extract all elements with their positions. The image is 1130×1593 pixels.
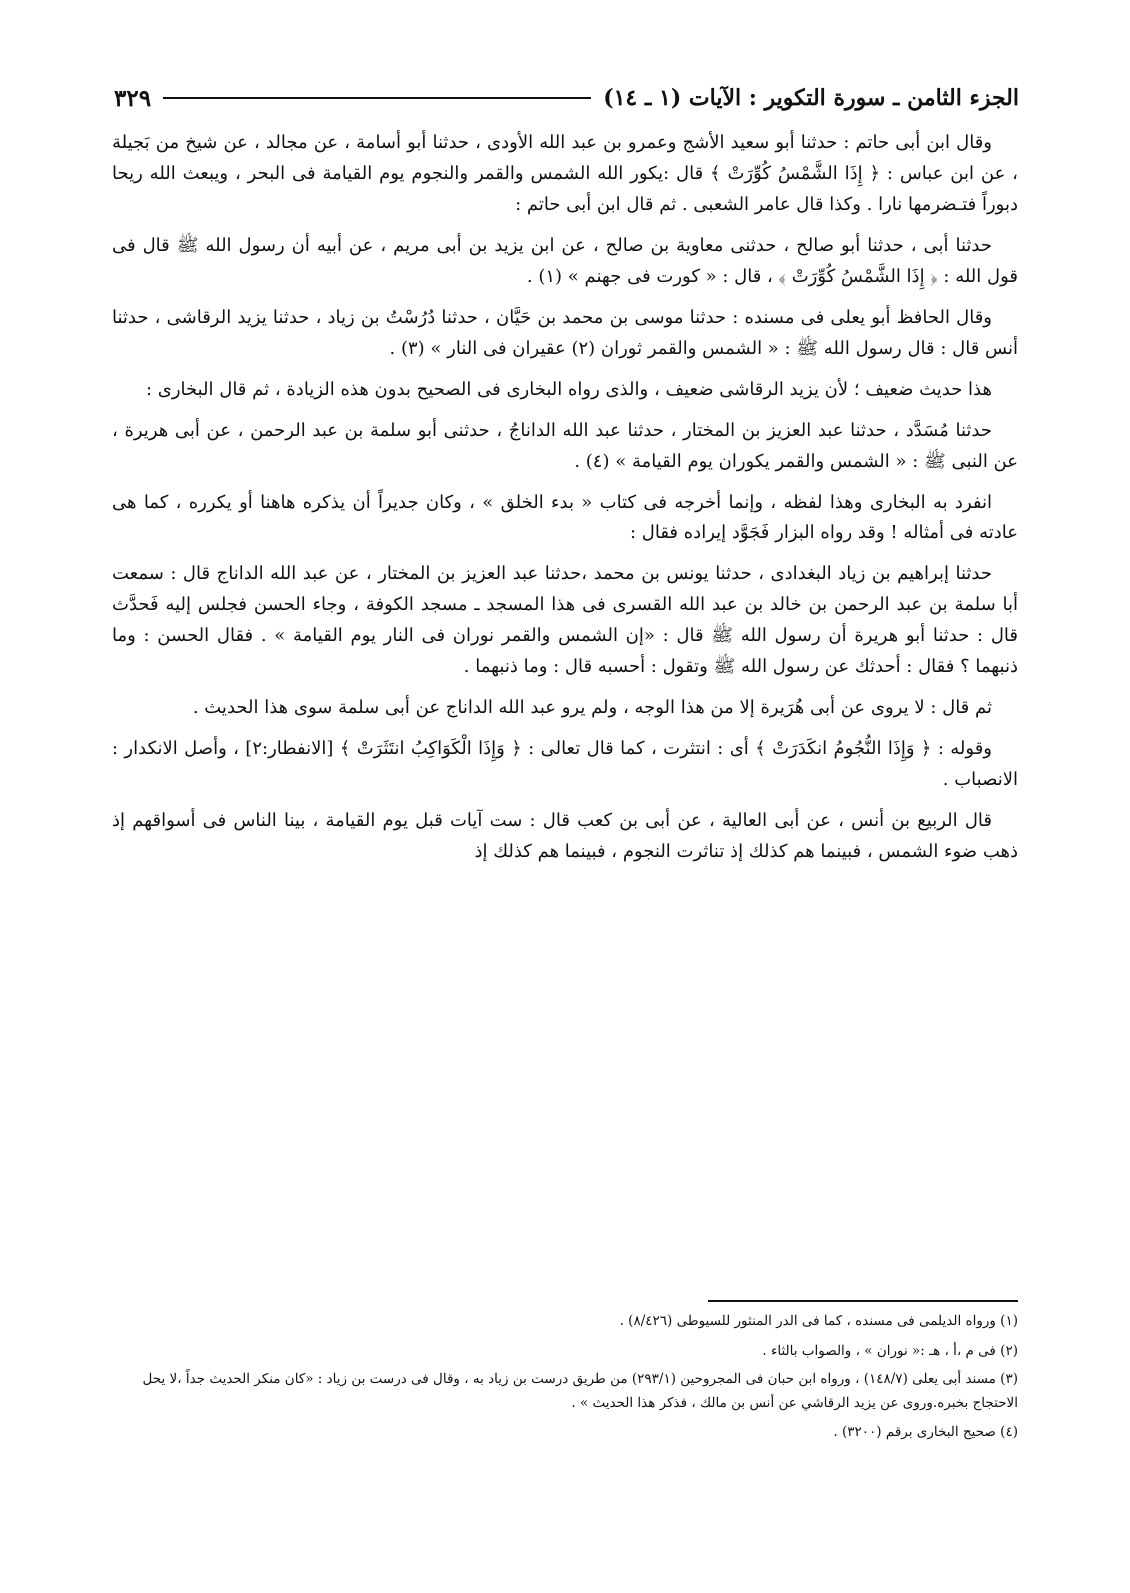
footnote: (٤) صحيح البخارى برقم (٣٢٠٠) . (833, 1423, 1018, 1440)
paragraph: وقال ابن أبى حاتم : حدثنا أبو سعيد الأشج وعمرو بن عبد الله الأودى ، حدثنا أبو أسامة ، عن مجالد ، عن شيخ من بَجيلة ، عن ابن عباس : ﴿ إِذَا الشَّمْسُ كُوِّرَتْ ﴾ قال :يكور الله الشمس والقمر والنجوم يوم القيامة فى البحر ، ويبعث الله ريحا دبوراً فتـضرمها نارا . وكذا قال عامر الشعبى . ثم قال ابن أبى حاتم : (112, 132, 1018, 215)
header-rule (163, 97, 591, 99)
footnote-divider (708, 1300, 1018, 1302)
footnote: (٢) فى م ،أ ، هـ :« نوران » ، والصواب بالثاء . (762, 1342, 1018, 1359)
footnote: (٣) مسند أبى يعلى (١٤٨/٧) ، ورواه ابن حبان فى المجروحين (٢٩٣/١) من طريق درست بن زياد به ، وقال فى درست بن زياد : «كان منكر الحديث جداً ،لا يحل الاحتجاج بخبره.وروى عن يزيد الرقاشي عن أنس بن مالك ، فذكر هذا الحديث » . (142, 1371, 1018, 1411)
page-header (114, 78, 1019, 118)
paragraph: حدثنا مُسَدَّد ، حدثنا عبد العزيز بن المختار ، حدثنا عبد الله الداناجُ ، حدثنى أبو سلمة بن عبد الرحمن ، عن أبى هريرة ، عن النبى ﷺ : « الشمس والقمر يكوران يوم القيامة » (٤) . (112, 419, 1018, 472)
paragraph: قال الربيع بن أنس ، عن أبى العالية ، عن أبى بن كعب قال : ست آيات قبل يوم القيامة ، بينا الناس فى أسواقهم إذ ذهب ضوء الشمس ، فبينما هم كذلك إذ تناثرت النجوم ، فبينما هم كذلك إذ (112, 810, 1018, 863)
paragraph: ثم قال : لا يروى عن أبى هُرَيرة إلا من هذا الوجه ، ولم يرو عبد الله الداناج عن أبى سلمة سوى هذا الحديث . (192, 697, 992, 719)
footnote: (١) ورواه الديلمى فى مسنده ، كما فى الدر المنثور للسيوطى (٨/٤٢٦) . (619, 1313, 1018, 1329)
paragraph: حدثنا إبراهيم بن زياد البغدادى ، حدثنا يونس بن محمد ،حدثنا عبد العزيز بن المختار ، عن عبد الله الداناج قال : سمعت أبا سلمة بن عبد الرحمن بن خالد بن عبد الله القسرى فى هذا المسجد ـ مسجد الكوفة ، وجاء الحسن فجلس إليه فَحدَّث قال : حدثنا أبو هريرة أن رسول الله ﷺ قال : «إن الشمس والقمر نوران فى النار يوم القيامة » . فقال الحسن : وما ذنبهما ؟ فقال : أحدثك عن رسول الله ﷺ وتقول : أحسبه قال : وما ذنبهما . (112, 563, 1018, 678)
paragraph: حدثنا أبى ، حدثنا أبو صالح ، حدثنى معاوية بن صالح ، عن ابن يزيد بن أبى مريم ، عن أبيه أن رسول الله ﷺ قال فى قول الله : ﴿ إِذَا الشَّمْسُ كُوِّرَتْ ﴾ ، قال : « كورت فى جهنم » (١) . (112, 234, 1018, 287)
footnotes (112, 1309, 1018, 1449)
body-text (112, 128, 1018, 878)
paragraph: وقال الحافظ أبو يعلى فى مسنده : حدثنا موسى بن محمد بن حَيَّان ، حدثنا دُرُسْتُ بن زياد ، حدثنا يزيد الرقاشى ، حدثنا أنس قال : قال رسول الله ﷺ : « الشمس والقمر ثوران (٢) عقيران فى النار » (٣) . (112, 306, 1018, 359)
paragraph: هذا حديث ضعيف ؛ لأن يزيد الرقاشى ضعيف ، والذى رواه البخارى فى الصحيح بدون هذه الزيادة ، ثم قال البخارى : (145, 378, 992, 400)
paragraph: وقوله : ﴿ وَإِذَا النُّجُومُ انكَدَرَتْ ﴾ أى : انتثرت ، كما قال تعالى : ﴿ وَإِذَا الْكَوَاكِبُ انتَثَرَتْ ﴾ [الانفطار:٢] ، وأصل الانكدار : الانصباب . (112, 738, 1018, 791)
running-title: الجزء الثامن ـ سورة التكوير : الآيات (١ ـ ١٤) (603, 85, 1019, 111)
paragraph: انفرد به البخارى وهذا لفظه ، وإنما أخرجه فى كتاب « بدء الخلق » ، وكان جديراً أن يذكره هاهنا أو يكرره ، كما هى عادته فى أمثاله ! وقد رواه البزار فَجَوَّد إيراده فقال : (112, 491, 1018, 544)
page-number: ٣٢٩ (114, 84, 152, 112)
